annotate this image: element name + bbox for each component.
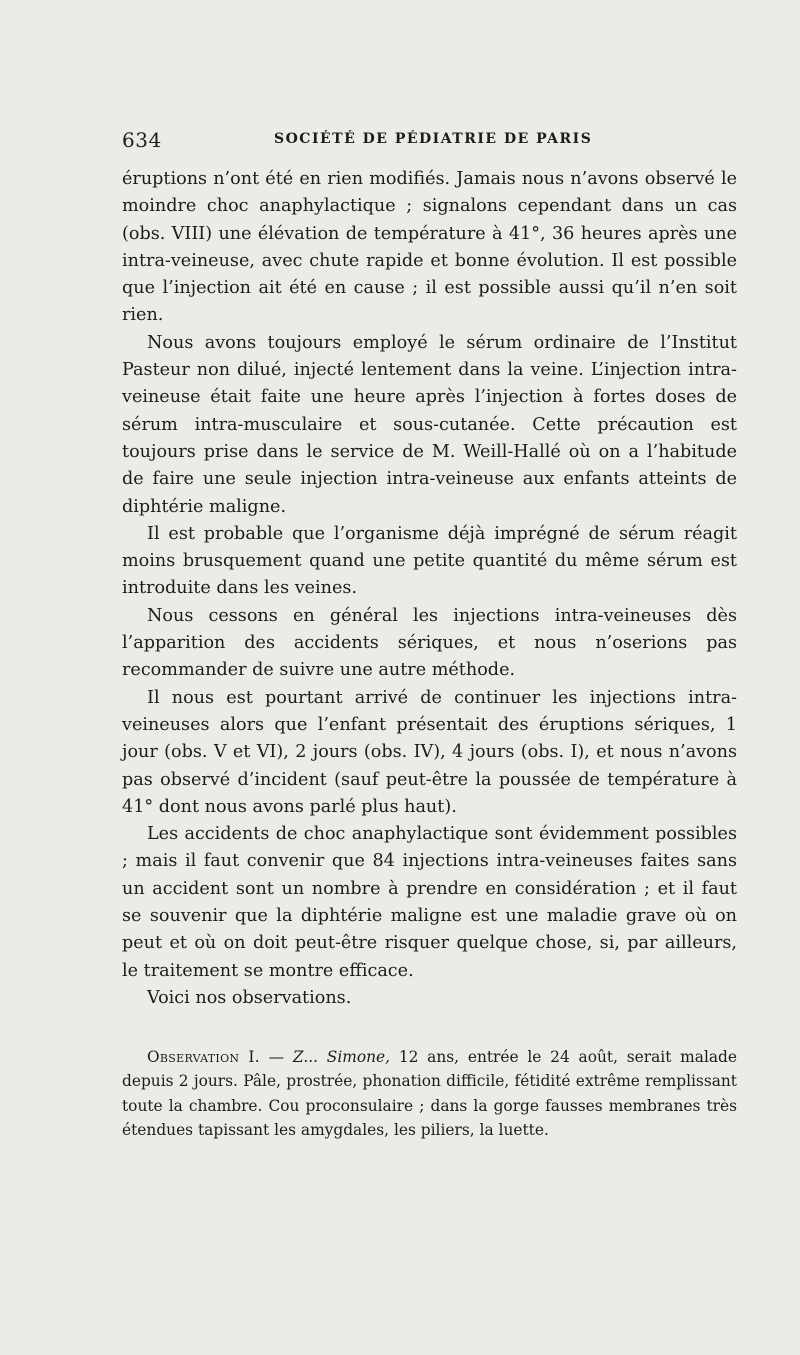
paragraph-shock-accidents: Les accidents de choc anaphylactique sont évidemment possibles ; mais il faut convenir que 84 injections intra-veineuses faites sans un accident sont un nombre à prendre en considération ; et il faut se souvenir que la diphtérie maligne est une maladie grave où on peut et où on doit peut-être risquer quelque chose, si, par ailleurs, le traitement se montre efficace.: [122, 824, 737, 981]
paragraph-continuation: éruptions n’ont été en rien modifiés. Jamais nous n’avons observé le moindre choc anaphylactique ; signalons cependant dans un cas (obs. VIII) une élévation de température à 41°, 36 heures après une intra-veineuse, avec chute rapide et bonne évolution. Il est possible que l’injection ait été en cause ; il est possible aussi qu’il n’en soit rien.: [122, 169, 737, 326]
observation-dash: —: [259, 1048, 293, 1066]
journal-title: SOCIÉTÉ DE PÉDIATRIE DE PARIS: [274, 131, 593, 147]
observation-patient: Z... Simone,: [292, 1048, 391, 1066]
paragraph-cessation: Nous cessons en général les injections intra-veineuses dès l’apparition des accidents sériques, et nous n’oserions pas recommander de suivre une autre méthode.: [122, 605, 737, 681]
observation-paragraph: [122, 1045, 737, 1143]
running-head: [122, 128, 738, 154]
observation-block: [122, 1045, 737, 1143]
observation-label: Observation I.: [147, 1048, 260, 1066]
paragraph-serum: Nous avons toujours employé le sérum ordinaire de l’Institut Pasteur non dilué, injecté lentement dans la veine. L’injection intra-veineuse était faite une heure après l’injection à fortes doses de sérum intra-musculaire et sous-cutanée. Cette précaution est toujours prise dans le service de M. Weill-Hallé où on a l’habitude de faire une seule injection intra-veineuse aux enfants atteints de diphtérie maligne.: [122, 332, 737, 517]
observation-text: 12 ans, entrée le 24 août, serait malade depuis 2 jours. Pâle, prostrée, phonation difficile, fétidité extrême remplissant toute la chambre. Cou proconsulaire ; dans la gorge fausses membranes très étendues tapissant les amygdales, les piliers, la luette.: [122, 1048, 737, 1140]
page-number: 634: [122, 128, 162, 152]
paragraph-observations-intro: Voici nos observations.: [147, 987, 352, 1008]
body-text: [122, 166, 737, 1012]
paragraph-continuation-injections: Il nous est pourtant arrivé de continuer les injections intra-veineuses alors que l’enfant présentait des éruptions sériques, 1 jour (obs. V et VI), 2 jours (obs. IV), 4 jours (obs. I), et nous n’avons pas observé d’incident (sauf peut-être la poussée de température à 41° dont nous avons parlé plus haut).: [122, 687, 737, 817]
paragraph-organism: Il est probable que l’organisme déjà imprégné de sérum réagit moins brusquement quand une petite quantité du même sérum est introduite dans les veines.: [122, 523, 737, 599]
